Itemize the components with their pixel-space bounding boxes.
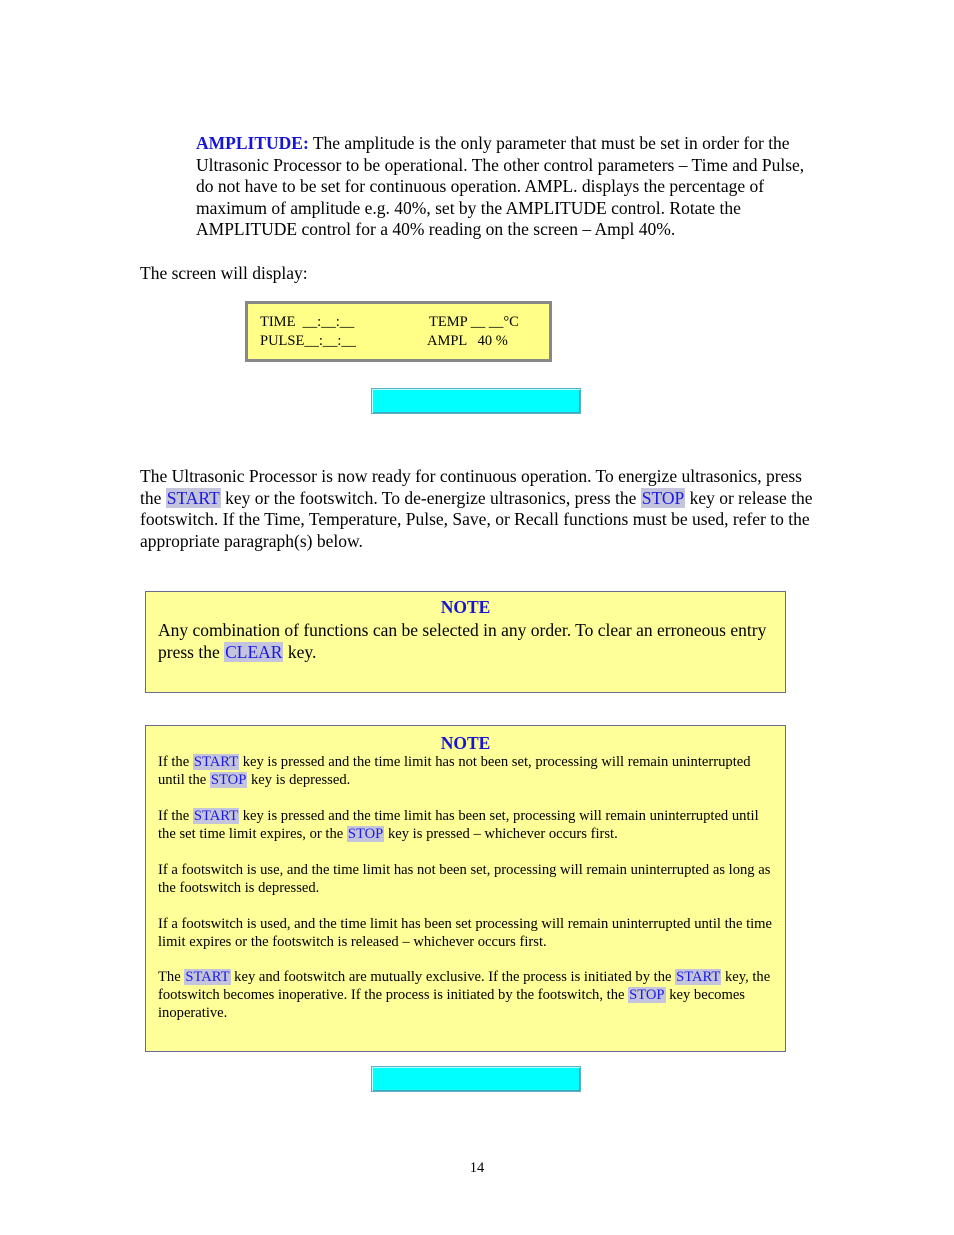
ready-text-1: The Ultrasonic Processor is now ready for continuous operation. To energize ultrasonics, press the bbox=[140, 466, 802, 508]
note2-paragraph-2 bbox=[158, 807, 780, 843]
text: key is pressed and the time limit has not been set, processing will remain uninterrupted until the bbox=[158, 754, 751, 788]
text: key is pressed and the time limit has been set, processing will remain uninterrupted until the set time limit expires, or the bbox=[158, 808, 759, 842]
text: If the bbox=[158, 808, 193, 824]
note1-text-1: Any combination of functions can be selected in any order. To clear an erroneous entry press the bbox=[158, 620, 767, 662]
note-box-clear bbox=[145, 591, 786, 693]
note2-paragraph-4: If a footswitch is used, and the time limit has been set processing will remain uninterrupted until the time limit expires or the footswitch is released – whichever occurs first. bbox=[158, 916, 773, 950]
lcd-temp: TEMP __ __°C bbox=[429, 314, 519, 330]
start-key-ref: START bbox=[676, 969, 721, 985]
amplitude-paragraph bbox=[196, 133, 821, 241]
stop-key-ref: STOP bbox=[629, 987, 665, 1003]
note-box-start-stop bbox=[145, 725, 786, 1052]
text: key and footswitch are mutually exclusive. If the process is initiated by the bbox=[230, 969, 676, 985]
clear-key-ref: CLEAR bbox=[225, 641, 283, 662]
ready-text-2: key or the footswitch. To de-energize ultrasonics, press the bbox=[220, 487, 641, 508]
start-key-ref: START bbox=[193, 754, 239, 770]
note2-paragraph-3: If a footswitch is use, and the time limit has not been set, processing will remain uninterrupted as long as the footswitch is depressed. bbox=[158, 862, 771, 896]
page-number: 14 bbox=[469, 1160, 485, 1176]
text: key is pressed – whichever occurs first. bbox=[384, 826, 618, 842]
note2-paragraph-5 bbox=[158, 968, 780, 1022]
start-key-ref: START bbox=[193, 808, 239, 824]
text: If the bbox=[158, 754, 193, 770]
note-title: NOTE bbox=[440, 597, 491, 617]
note1-text-2: key. bbox=[283, 641, 317, 662]
note-text bbox=[158, 620, 778, 663]
text: key is depressed. bbox=[247, 772, 351, 788]
cyan-divider-bar bbox=[371, 1066, 581, 1092]
start-key-ref: START bbox=[185, 969, 230, 985]
note-title: NOTE bbox=[440, 733, 491, 753]
text: key, the footswitch becomes inoperative. If the process is initiated by the footswitch, the bbox=[158, 969, 771, 1003]
ready-text-3: key or release the footswitch. If the Time, Temperature, Pulse, Save, or Recall functions must be used, refer to the appropriate paragraph(s) below. bbox=[140, 487, 813, 551]
stop-key-ref: STOP bbox=[210, 772, 247, 788]
amplitude-text: The amplitude is the only parameter that must be set in order for the Ultrasonic Processor to be operational. The other control parameters – Time and Pulse, do not have to be set for continuous operation. AMPL. displays the percentage of maximum of amplitude e.g. 40%, set by the AMPLITUDE control. Rotate the AMPLITUDE control for a 40% reading on the screen – Ampl 40%. bbox=[196, 133, 805, 240]
cyan-divider-bar bbox=[371, 388, 581, 414]
stop-key-ref: STOP bbox=[641, 487, 685, 508]
stop-key-ref: STOP bbox=[347, 826, 384, 842]
amplitude-label: AMPLITUDE: bbox=[196, 133, 309, 153]
text: key becomes inoperative. bbox=[158, 987, 745, 1021]
lcd-display bbox=[245, 301, 552, 362]
note2-paragraph-1 bbox=[158, 753, 780, 789]
text: The bbox=[158, 969, 185, 985]
screen-intro-text: The screen will display: bbox=[140, 263, 308, 283]
start-key-ref: START bbox=[166, 487, 220, 508]
lcd-ampl: AMPL 40 % bbox=[427, 333, 508, 349]
ready-paragraph bbox=[140, 466, 820, 552]
lcd-pulse: PULSE__:__:__ bbox=[260, 333, 356, 349]
lcd-time: TIME __:__:__ bbox=[260, 314, 355, 330]
